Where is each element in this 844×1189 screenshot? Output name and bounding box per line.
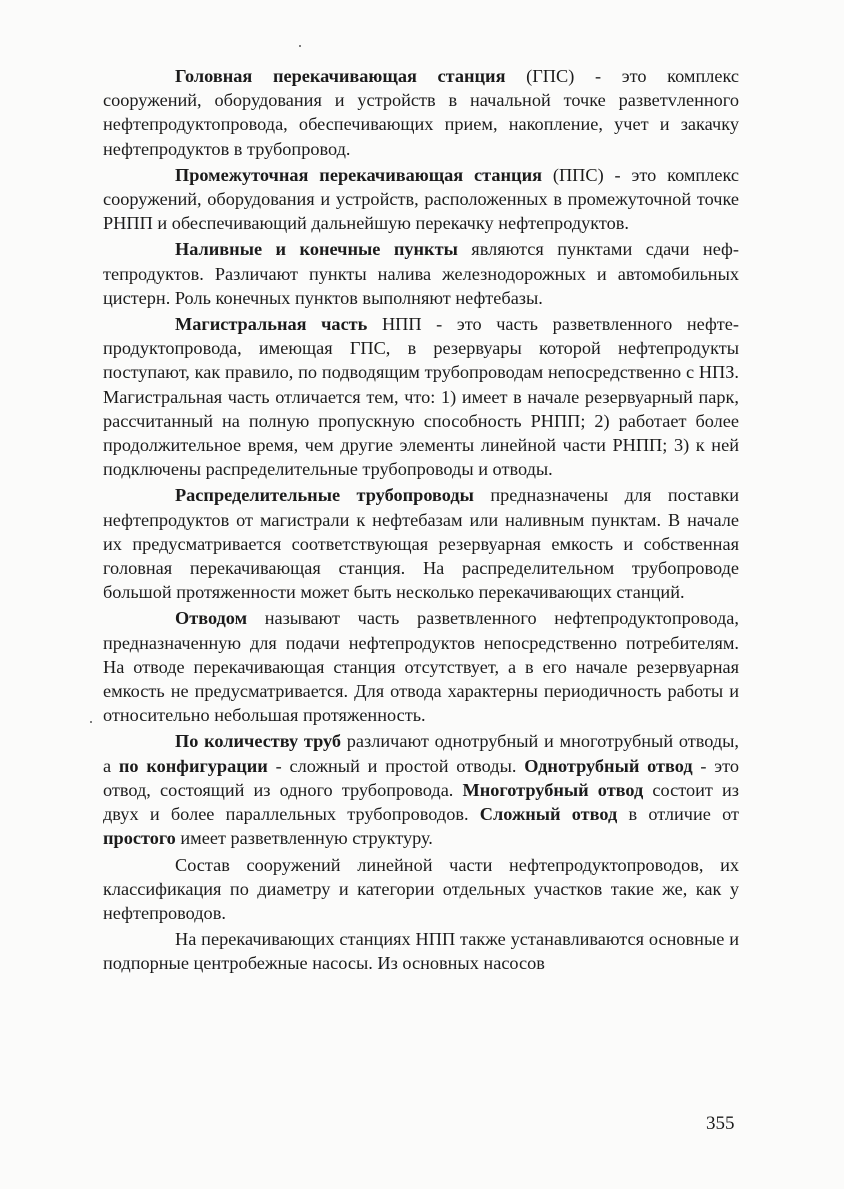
paragraph-gps: Головная перекачивающая станция (ГПС) - это комплекс сооружений, оборудования и устройств в начальной точке разветvленного нефтепродуктопровода, обеспечивающих прием, накопление, учет и закачку нефтепродуктов в трубопровод. bbox=[103, 66, 739, 159]
scan-speck bbox=[299, 45, 301, 47]
paragraph-pps: Промежуточная перекачивающая станция (ППС) - это комплекс сооружений, оборудования и устройств, расположенных в промежуточной точке РНПП и обеспечивающий дальнейшую перекачку нефтепродуктов. bbox=[103, 164, 739, 234]
scan-speck bbox=[90, 721, 92, 723]
paragraph-otvod: Отводом называют часть разветвленного нефтепродуктопровода, предназначенную для подачи нефтепродуктов непосредственно потребителям. На отводе перекачивающая станция отсутствует, а в его начале резервуарная емкость не предусматривается. Для отвода характерны периодичность работы и относительно небольшая протяженность. bbox=[103, 608, 739, 726]
paragraph-nalivnye: Наливные и конечные пункты являются пунктами сдачи нефтепродуктов. Различают пункты налива железнодорожных и автомобильных цистерн. Роль конечных пунктов выполняют нефтебазы. bbox=[103, 239, 739, 308]
page-body bbox=[103, 64, 739, 976]
paragraph-raspred: Распределительные трубопроводы предназначены для поставки нефтепродуктов от магистрали к нефтебазам или наливным пунктам. В начале их предусматривается соответствующая резервуарная емкость и собственная головная перекачивающая станция. На распределительном трубопроводе большой протяженности может быть несколько перекачивающих станций. bbox=[103, 485, 739, 603]
page-number: 355 bbox=[706, 1113, 735, 1134]
paragraph-sostav: Состав сооружений линейной части нефтепродуктопроводов, их классификация по диаметру и категории отдельных участков такие же, как у нефтепроводов. bbox=[103, 854, 739, 923]
paragraph-magistral: Магистральная часть НПП - это часть разветвленного нефтепродуктопровода, имеющая ГПС, в резервуары которой нефтепродукты поступают, как правило, по подводящим трубопроводам непосредственно с НПЗ. Магистральная часть отличается тем, что: 1) имеет в начале резервуарный парк, рассчитанный на полную пропускную способность РНПП; 2) работает более продолжительное время, чем другие элементы линейной части РНПП; 3) к ней подключены распределительные трубопроводы и отводы. bbox=[103, 314, 739, 480]
paragraph-nasosy: На перекачивающих станциях НПП также устанавливаются основные и подпорные центробежные насосы. Из основных насосов bbox=[103, 929, 739, 974]
paragraph-kolichestvo: По количеству труб различают однотрубный и многотрубный отводы, а по конфигурации - сложный и простой отводы. Однотрубный отвод - это отвод, состоящий из одного трубопровода. Многотрубный отвод состоит из двух и более параллельных трубопроводов. Сложный отвод в отличие от простого имеет разветвленную структуру. bbox=[103, 731, 740, 849]
